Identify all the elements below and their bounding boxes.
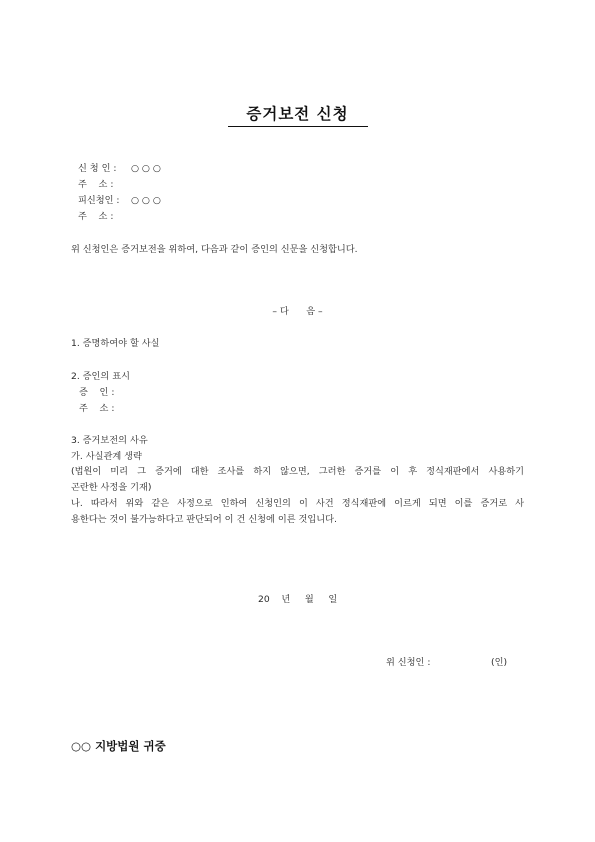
signature-label: 위 신청인 : (386, 657, 431, 668)
witness-label: 증 인 : (79, 387, 115, 398)
section2-title: 2. 증인의 표시 (71, 371, 130, 382)
witness-address-label: 주 소 : (79, 403, 115, 414)
intro-paragraph: 위 신청인은 증거보전을 위하여, 다음과 같이 증인의 신문을 신청합니다. (71, 244, 358, 255)
respondent-value: ○ ○ ○ (131, 195, 161, 206)
title-underline (228, 126, 368, 127)
applicant-value: ○ ○ ○ (131, 163, 161, 174)
applicant-address-label: 주 소 : (78, 179, 114, 190)
section1-title: 1. 증명하여야 할 사실 (71, 338, 160, 349)
section3-note-line2: 곤란한 사정을 기재) (71, 482, 152, 493)
signature-seal: (인) (491, 657, 508, 668)
applicant-label: 신 청 인 : (78, 163, 117, 174)
date-line: 20 년 월 일 (258, 594, 338, 605)
section3-item-na-line1: 나. 따라서 위와 같은 사정으로 인하여 신청인의 이 사건 정식재판에 이르게 되면 이를 증거로 사 (71, 498, 524, 509)
section3-item-na-line2: 용한다는 것이 불가능하다고 판단되어 이 건 신청에 이른 것입니다. (71, 514, 337, 525)
section3-item-ga: 가. 사실관계 생략 (71, 451, 142, 462)
section3-note-line1: (법원이 미리 그 증거에 대한 조사를 하지 않으면, 그러한 증거를 이 후 정식재판에서 사용하기 (71, 466, 524, 477)
document-title: 증거보전 신청 (246, 105, 349, 123)
respondent-address-label: 주 소 : (78, 211, 114, 222)
respondent-label: 피신청인 : (78, 195, 120, 206)
section3-title: 3. 증거보전의 사유 (71, 435, 148, 446)
heading-next: – 다 음 – (272, 306, 323, 317)
court-addressee: ○○ 지방법원 귀중 (71, 739, 166, 753)
